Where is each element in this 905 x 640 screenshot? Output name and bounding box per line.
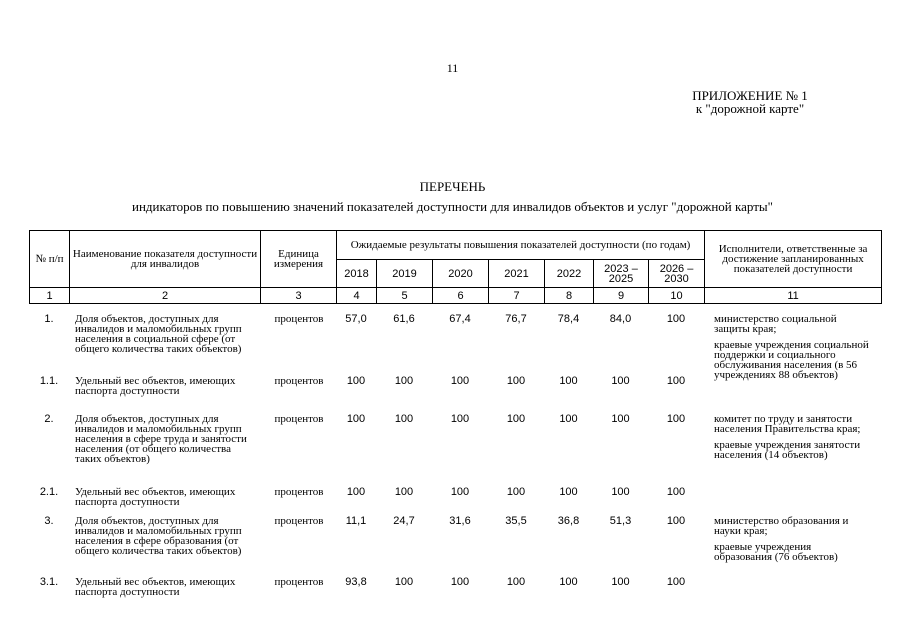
header-name: Наименование показателя доступности для инвалидов xyxy=(70,231,261,288)
column-number: 10 xyxy=(649,288,705,304)
column-number: 1 xyxy=(30,288,70,304)
value-2026-2030: 100 xyxy=(666,576,686,588)
value-2018: 100 xyxy=(346,375,366,387)
indicators-table-header xyxy=(29,230,882,304)
value-2026-2030: 100 xyxy=(666,413,686,425)
value-2021: 35,5 xyxy=(505,515,527,527)
value-2020: 100 xyxy=(450,375,470,387)
value-2019: 100 xyxy=(394,576,414,588)
row-number: 3. xyxy=(44,515,54,527)
header-year: 2018 xyxy=(337,260,377,288)
value-2018: 93,8 xyxy=(345,576,367,588)
value-2023-2025: 100 xyxy=(611,576,630,588)
row-number: 2.1. xyxy=(39,486,59,498)
row-executors xyxy=(714,414,864,466)
value-2018: 57,0 xyxy=(345,313,367,325)
row-unit: процентов xyxy=(274,515,324,527)
header-year: 2023 – 2025 xyxy=(594,260,649,288)
value-2018: 11,1 xyxy=(345,515,367,527)
column-number: 4 xyxy=(337,288,377,304)
value-2020: 67,4 xyxy=(449,313,471,325)
document-title: ПЕРЕЧЕНЬ xyxy=(419,179,486,194)
column-number: 5 xyxy=(377,288,433,304)
document-subtitle: индикаторов по повышению значений показателей доступности для инвалидов объектов и услуг "дорожной карты" xyxy=(132,199,773,214)
value-2021: 100 xyxy=(506,375,526,387)
value-2026-2030: 100 xyxy=(666,375,686,387)
value-2020: 31,6 xyxy=(449,515,471,527)
row-number: 1. xyxy=(44,313,54,325)
row-indicator-name: Удельный вес объектов, имеющих паспорта доступности xyxy=(75,486,236,508)
header-unit: Единица измерения xyxy=(261,231,337,288)
row-executors xyxy=(714,314,872,386)
value-2021: 100 xyxy=(506,413,526,425)
value-2026-2030: 100 xyxy=(666,486,686,498)
executor-text: министерство социальной защиты края; xyxy=(714,313,837,335)
header-year: 2026 – 2030 xyxy=(649,260,705,288)
header-year: 2020 xyxy=(433,260,489,288)
appendix-line-1: ПРИЛОЖЕНИЕ № 1 xyxy=(692,88,808,103)
row-indicator-name: Доля объектов, доступных для инвалидов и маломобильных групп населения в сфере труда и занятости населения (от общего количества таких объектов) xyxy=(75,413,247,465)
value-2021: 100 xyxy=(506,576,526,588)
value-2019: 100 xyxy=(394,486,414,498)
executor-text: комитет по труду и занятости населения Правительства края; xyxy=(714,413,861,435)
row-number: 1.1. xyxy=(39,375,59,387)
row-unit: процентов xyxy=(274,375,324,387)
row-unit: процентов xyxy=(274,313,324,325)
value-2018: 100 xyxy=(346,413,366,425)
value-2020: 100 xyxy=(450,576,470,588)
value-2022: 78,4 xyxy=(557,313,580,325)
value-2021: 100 xyxy=(506,486,526,498)
column-number: 2 xyxy=(70,288,261,304)
column-number: 11 xyxy=(705,288,882,304)
value-2026-2030: 100 xyxy=(666,515,686,527)
value-2019: 100 xyxy=(394,375,414,387)
column-number: 7 xyxy=(489,288,545,304)
value-2022: 36,8 xyxy=(557,515,580,527)
header-expected: Ожидаемые результаты повышения показателей доступности (по годам) xyxy=(337,231,705,260)
value-2018: 100 xyxy=(346,486,366,498)
executor-text: краевые учреждения образования (76 объектов) xyxy=(714,541,838,563)
header-year: 2019 xyxy=(377,260,433,288)
value-2022: 100 xyxy=(559,576,578,588)
value-2022: 100 xyxy=(559,413,578,425)
value-2019: 61,6 xyxy=(393,313,415,325)
row-unit: процентов xyxy=(274,576,324,588)
column-number: 6 xyxy=(433,288,489,304)
row-indicator-name: Доля объектов, доступных для инвалидов и маломобильных групп населения в социальной сфере (от общего количества таких объектов) xyxy=(75,313,242,355)
column-number: 9 xyxy=(594,288,649,304)
header-year: 2021 xyxy=(489,260,545,288)
row-number: 2. xyxy=(44,413,54,425)
appendix-line-2: к "дорожной карте" xyxy=(695,101,805,116)
value-2019: 100 xyxy=(394,413,414,425)
appendix-label xyxy=(640,89,860,115)
value-2023-2025: 100 xyxy=(611,413,630,425)
value-2019: 24,7 xyxy=(393,515,415,527)
value-2023-2025: 84,0 xyxy=(609,313,632,325)
row-executors xyxy=(714,516,869,568)
header-num: № п/п xyxy=(30,231,70,288)
row-unit: процентов xyxy=(274,413,324,425)
value-2023-2025: 51,3 xyxy=(609,515,632,527)
value-2020: 100 xyxy=(450,486,470,498)
value-2022: 100 xyxy=(559,375,578,387)
value-2026-2030: 100 xyxy=(666,313,686,325)
row-number: 3.1. xyxy=(39,576,59,588)
header-year: 2022 xyxy=(545,260,594,288)
header-executors: Исполнители, ответственные за достижение запланированных показателей доступности xyxy=(705,231,882,288)
value-2020: 100 xyxy=(450,413,470,425)
row-indicator-name: Доля объектов, доступных для инвалидов и маломобильных групп населения в сфере образования (от общего количества таких объектов) xyxy=(75,515,242,557)
executor-text: краевые учреждения социальной поддержки и социального обслуживания населения (в 56 учреждениях 88 объектов) xyxy=(714,339,869,381)
row-indicator-name: Удельный вес объектов, имеющих паспорта доступности xyxy=(75,576,236,598)
executor-text: министерство образования и науки края; xyxy=(714,515,849,537)
value-2021: 76,7 xyxy=(505,313,527,325)
row-unit: процентов xyxy=(274,486,324,498)
value-2023-2025: 100 xyxy=(611,375,630,387)
executor-text: краевые учреждения занятости населения (14 объектов) xyxy=(714,439,861,461)
value-2023-2025: 100 xyxy=(611,486,630,498)
value-2022: 100 xyxy=(559,486,578,498)
column-number: 8 xyxy=(545,288,594,304)
page-number: 11 xyxy=(446,61,459,75)
column-number: 3 xyxy=(261,288,337,304)
row-indicator-name: Удельный вес объектов, имеющих паспорта доступности xyxy=(75,375,236,397)
